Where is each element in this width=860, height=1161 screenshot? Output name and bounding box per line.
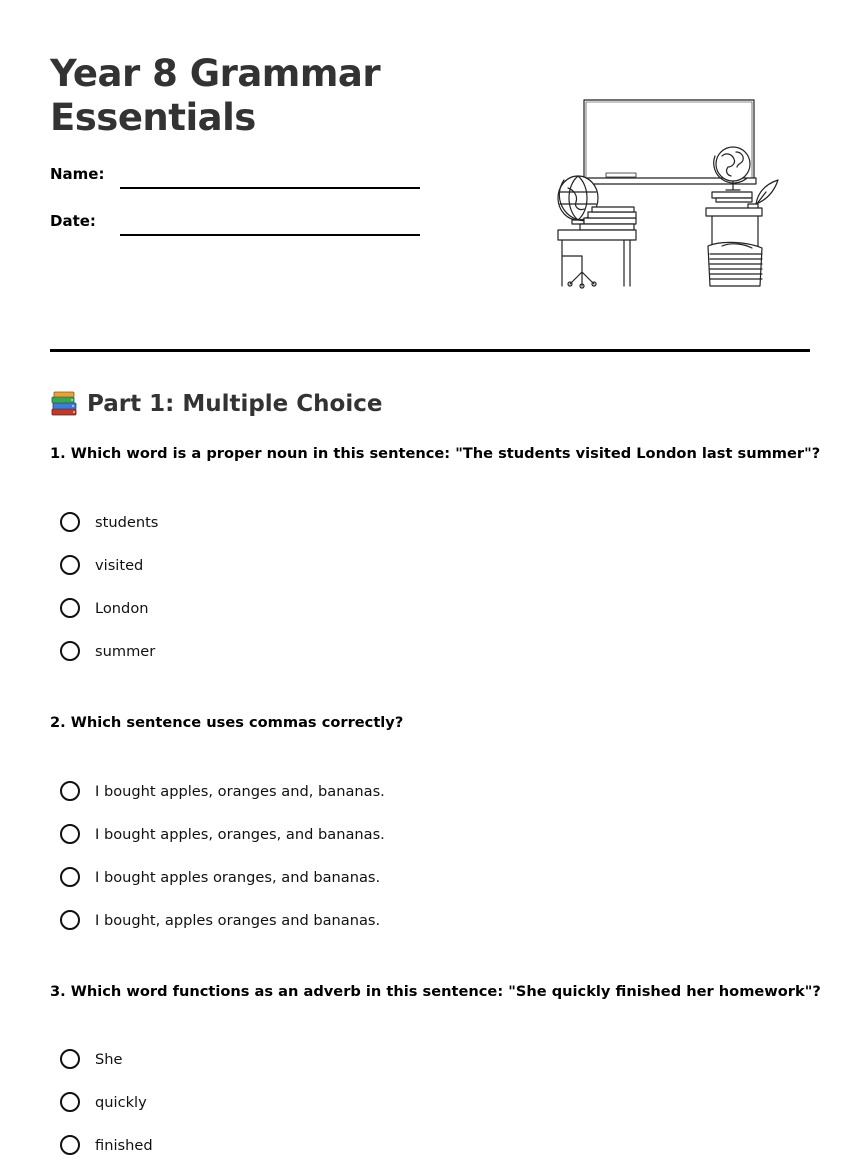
- radio-button[interactable]: [60, 824, 80, 844]
- question-1: 1. Which word is a proper noun in this sentence: "The students visited London last summer"?: [50, 445, 821, 462]
- q2-option-d[interactable]: [60, 907, 380, 933]
- title-line-2: Essentials: [50, 96, 256, 139]
- option-label: students: [95, 513, 159, 531]
- radio-button[interactable]: [60, 512, 80, 532]
- radio-button[interactable]: [60, 1092, 80, 1112]
- radio-button[interactable]: [60, 641, 80, 661]
- section-divider: [50, 349, 810, 352]
- q1-option-visited[interactable]: [60, 552, 143, 578]
- part1-heading: [50, 388, 382, 420]
- q2-option-c[interactable]: [60, 864, 380, 890]
- radio-button[interactable]: [60, 555, 80, 575]
- title-line-1: Year 8 Grammar: [50, 52, 381, 95]
- option-label: I bought apples oranges, and bananas.: [95, 868, 381, 886]
- q3-option-finished[interactable]: [60, 1132, 153, 1158]
- option-label: visited: [95, 556, 144, 574]
- option-label: summer: [95, 642, 156, 660]
- date-field[interactable]: [120, 234, 420, 236]
- date-label: Date:: [50, 212, 96, 230]
- radio-button[interactable]: [60, 1049, 80, 1069]
- radio-button[interactable]: [60, 867, 80, 887]
- option-label: I bought apples, oranges, and bananas.: [95, 825, 385, 843]
- option-label: London: [95, 599, 149, 617]
- option-label: quickly: [95, 1093, 147, 1111]
- option-label: finished: [95, 1136, 153, 1154]
- q3-option-quickly[interactable]: [60, 1089, 147, 1115]
- q1-option-students[interactable]: [60, 509, 158, 535]
- option-label: She: [95, 1050, 123, 1068]
- classroom-illustration: [552, 96, 784, 292]
- books-icon: [50, 391, 78, 417]
- q3-option-she[interactable]: [60, 1046, 123, 1072]
- question-2: 2. Which sentence uses commas correctly?: [50, 714, 404, 731]
- q2-option-b[interactable]: [60, 821, 385, 847]
- name-label: Name:: [50, 165, 105, 183]
- name-field[interactable]: [120, 187, 420, 189]
- q2-option-a[interactable]: [60, 778, 385, 804]
- option-label: I bought apples, oranges and, bananas.: [95, 782, 385, 800]
- radio-button[interactable]: [60, 910, 80, 930]
- radio-button[interactable]: [60, 781, 80, 801]
- radio-button[interactable]: [60, 1135, 80, 1155]
- option-label: I bought, apples oranges and bananas.: [95, 911, 381, 929]
- radio-button[interactable]: [60, 598, 80, 618]
- part1-title: Part 1: Multiple Choice: [87, 391, 383, 417]
- worksheet-title: [50, 52, 380, 140]
- question-3: 3. Which word functions as an adverb in this sentence: "She quickly finished her homework"?: [50, 983, 821, 1000]
- q1-option-london[interactable]: [60, 595, 149, 621]
- q1-option-summer[interactable]: [60, 638, 155, 664]
